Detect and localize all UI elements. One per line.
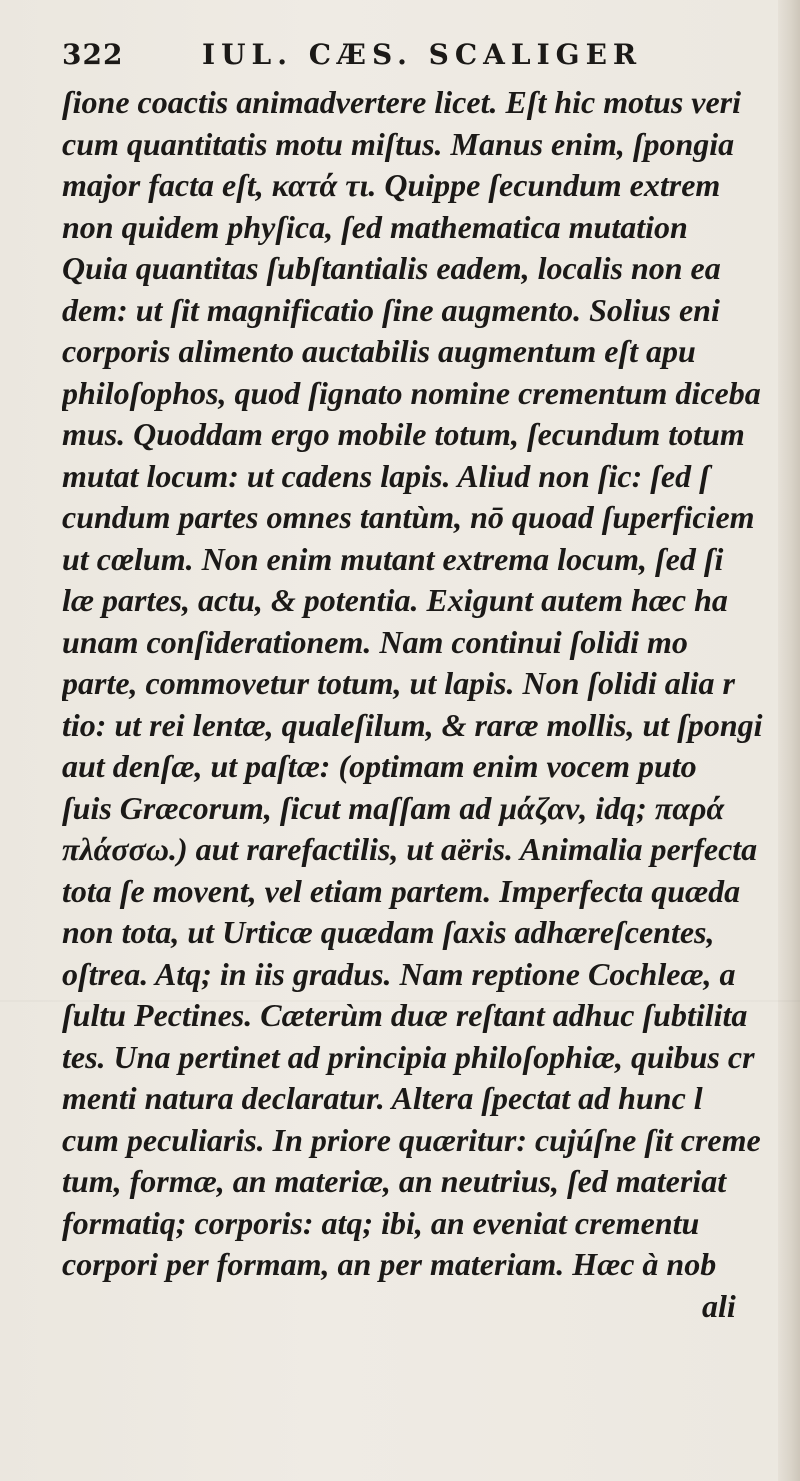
text-line: menti natura declaratur. Altera ſpectat ad hunc l [62, 1080, 703, 1116]
text-line: cundum partes omnes tantùm, nō quoad ſuperficiem [62, 499, 755, 535]
text-line: formatiq; corporis: atq; ibi, an eveniat crementu [62, 1204, 700, 1241]
text-line: unam conſiderationem. Nam continui ſolidi mo [62, 623, 688, 660]
text-line: non quidem phyſica, ſed mathematica mutation [62, 208, 688, 245]
text-line: cum peculiaris. In priore quæritur: cujúſne ſit creme [62, 1121, 761, 1158]
text-line: mutat locum: ut cadens lapis. Aliud non ſic: ſed ſ [62, 457, 710, 494]
text-line: major facta eſt, κατά τι. Quippe ſecundum extrem [62, 167, 721, 203]
text-line: tota ſe movent, vel etiam partem. Imperfecta quæda [62, 872, 741, 909]
text-line: dem: ut ſit magnificatio ſine augmento. Solius eni [62, 291, 720, 328]
text-line: philoſophos, quod ſignato nomine crementum diceba [62, 374, 761, 411]
text-line: Quia quantitas ſubſtantialis eadem, localis non ea [62, 250, 721, 286]
text-line: πλάσσω.) aut rarefactilis, ut aëris. Animalia perfecta [62, 831, 758, 867]
text-line: aut denſæ, ut paſtæ: (optimam enim vocem puto [62, 748, 697, 784]
running-head: IUL. CÆS. SCALIGER [202, 38, 643, 71]
text-line: ſultu Pectines. Cæterùm duæ reſtant adhuc ſubtilita [62, 997, 748, 1033]
text-line: parte, commovetur totum, ut lapis. Non ſolidi alia r [62, 665, 735, 701]
text-line: non tota, ut Urticæ quædam ſaxis adhæreſcentes, [62, 914, 715, 950]
page-header [62, 38, 762, 78]
text-line: ut cœlum. Non enim mutant extrema locum, ſed ſi [62, 540, 724, 577]
page-number: 322 [62, 38, 124, 71]
body-text [62, 82, 800, 1327]
text-line: cum quantitatis motu miſtus. Manus enim, ſpongia [62, 125, 735, 162]
text-line: ſione coactis animadvertere licet. Eſt hic motus veri [62, 84, 742, 120]
catchword: ali [702, 1287, 736, 1324]
text-line: corpori per formam, an per materiam. Hæc à nob [62, 1246, 717, 1282]
text-line: corporis alimento auctabilis augmentum eſt apu [62, 333, 696, 369]
text-line: mus. Quoddam ergo mobile totum, ſecundum totum [62, 416, 745, 452]
text-line: læ partes, actu, & potentia. Exigunt autem hæc ha [62, 582, 728, 618]
text-line: ſuis Græcorum, ſicut maſſam ad μάζαν, idq; παρά [62, 789, 725, 826]
text-line: tum, formæ, an materiæ, an neutrius, ſed materiat [62, 1163, 727, 1199]
text-line: tio: ut rei lentæ, qualeſilum, & raræ mollis, ut ſpongi [62, 706, 763, 743]
text-line: oſtrea. Atq; in iis gradus. Nam reptione Cochleæ, a [62, 955, 736, 992]
text-line: tes. Una pertinet ad principia philoſophiæ, quibus cr [62, 1038, 755, 1075]
